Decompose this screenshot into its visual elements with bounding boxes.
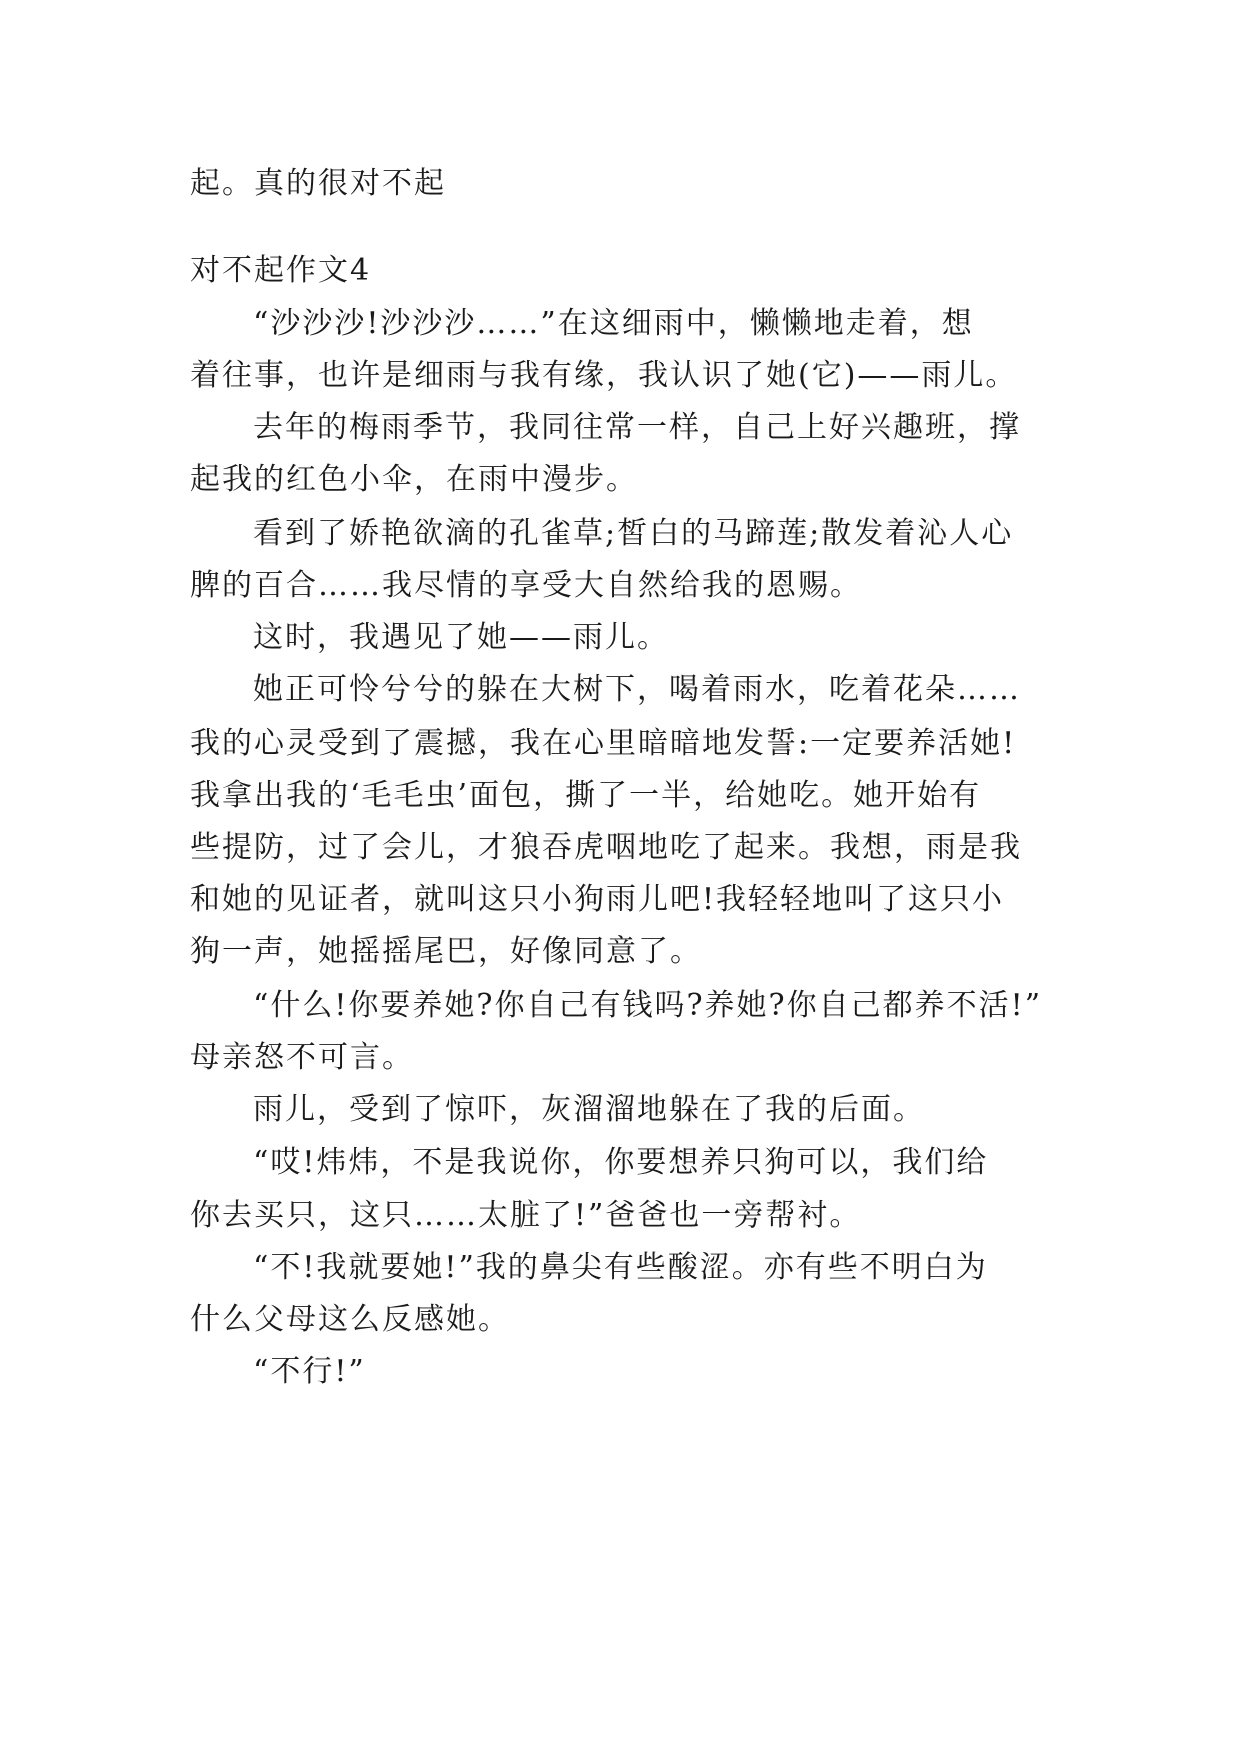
paragraph-line: 雨儿，受到了惊吓，灰溜溜地躲在了我的后面。 bbox=[253, 1092, 925, 1127]
paragraph-line: “不行!” bbox=[253, 1354, 366, 1389]
paragraph-line: 和她的见证者，就叫这只小狗雨儿吧!我轻轻地叫了这只小 bbox=[190, 882, 1005, 917]
paragraph-line: “不!我就要她!”我的鼻尖有些酸涩。亦有些不明白为 bbox=[253, 1250, 988, 1285]
paragraph-line: 这时，我遇见了她——雨儿。 bbox=[253, 620, 669, 655]
paragraph-line: 她正可怜兮兮的躲在大树下，喝着雨水，吃着花朵…… bbox=[253, 672, 1021, 707]
section-heading: 对不起作文4 bbox=[190, 253, 372, 288]
paragraph-line: 去年的梅雨季节，我同往常一样，自己上好兴趣班，撑 bbox=[253, 410, 1021, 445]
paragraph-line: 看到了娇艳欲滴的孔雀草;皙白的马蹄莲;散发着沁人心 bbox=[253, 516, 1014, 551]
paragraph-line: 你去买只，这只……太脏了!”爸爸也一旁帮衬。 bbox=[190, 1198, 862, 1233]
paragraph-line: 什么父母这么反感她。 bbox=[190, 1302, 510, 1337]
paragraph-line: “哎!炜炜，不是我说你，你要想养只狗可以，我们给 bbox=[253, 1145, 989, 1180]
paragraph-line: “沙沙沙!沙沙沙……”在这细雨中，懒懒地走着，想 bbox=[253, 306, 974, 341]
paragraph-line: 狗一声，她摇摇尾巴，好像同意了。 bbox=[190, 934, 702, 969]
paragraph-line: 我拿出我的‘毛毛虫’面包，撕了一半，给她吃。她开始有 bbox=[190, 778, 982, 813]
paragraph-line: 我的心灵受到了震撼，我在心里暗暗地发誓:一定要养活她! bbox=[190, 726, 1017, 761]
paragraph-line: 脾的百合……我尽情的享受大自然给我的恩赐。 bbox=[190, 568, 862, 603]
paragraph-line: “什么!你要养她?你自己有钱吗?养她?你自己都养不活!” bbox=[253, 988, 1043, 1023]
paragraph-line: 着往事，也许是细雨与我有缘，我认识了她(它)——雨儿。 bbox=[190, 358, 1018, 393]
paragraph-line: 些提防，过了会儿，才狼吞虎咽地吃了起来。我想，雨是我 bbox=[190, 830, 1022, 865]
paragraph-line: 母亲怒不可言。 bbox=[190, 1040, 414, 1075]
paragraph-line: 起。真的很对不起 bbox=[190, 166, 446, 201]
paragraph-line: 起我的红色小伞，在雨中漫步。 bbox=[190, 462, 638, 497]
